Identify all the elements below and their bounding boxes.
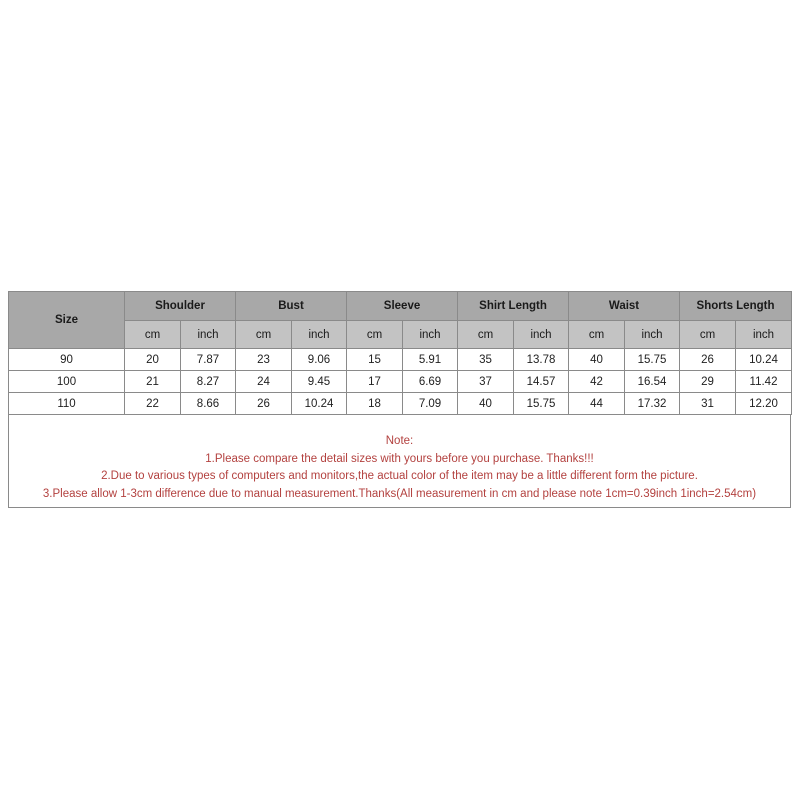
- value-cell: 11.42: [736, 371, 792, 393]
- unit-inch: inch: [181, 321, 236, 349]
- value-cell: 17: [347, 371, 403, 393]
- unit-cm: cm: [569, 321, 625, 349]
- note-line-3: 3.Please allow 1-3cm difference due to manual measurement.Thanks(All measurement in cm and please note 1cm=0.39inch 1inch=2.54cm): [42, 487, 757, 500]
- value-cell: 26: [236, 393, 292, 415]
- value-cell: 7.87: [181, 349, 236, 371]
- size-cell: 100: [9, 371, 125, 393]
- value-cell: 15.75: [514, 393, 569, 415]
- group-header-sleeve: Sleeve: [347, 292, 458, 321]
- value-cell: 23: [236, 349, 292, 371]
- value-cell: 18: [347, 393, 403, 415]
- size-cell: 90: [9, 349, 125, 371]
- size-cell: 110: [9, 393, 125, 415]
- value-cell: 8.66: [181, 393, 236, 415]
- size-column-header: Size: [9, 292, 125, 349]
- value-cell: 16.54: [625, 371, 680, 393]
- value-cell: 7.09: [403, 393, 458, 415]
- unit-inch: inch: [625, 321, 680, 349]
- value-cell: 15.75: [625, 349, 680, 371]
- value-cell: 6.69: [403, 371, 458, 393]
- value-cell: 26: [680, 349, 736, 371]
- group-header-shorts-length: Shorts Length: [680, 292, 792, 321]
- value-cell: 9.45: [292, 371, 347, 393]
- unit-inch: inch: [403, 321, 458, 349]
- value-cell: 12.20: [736, 393, 792, 415]
- table-row: [9, 349, 792, 371]
- unit-header-row: [9, 321, 792, 349]
- unit-cm: cm: [236, 321, 292, 349]
- value-cell: 15: [347, 349, 403, 371]
- value-cell: 40: [569, 349, 625, 371]
- value-cell: 31: [680, 393, 736, 415]
- value-cell: 40: [458, 393, 514, 415]
- group-header-shoulder: Shoulder: [125, 292, 236, 321]
- value-cell: 35: [458, 349, 514, 371]
- group-header-shirt-length: Shirt Length: [458, 292, 569, 321]
- value-cell: 44: [569, 393, 625, 415]
- unit-cm: cm: [680, 321, 736, 349]
- value-cell: 13.78: [514, 349, 569, 371]
- unit-inch: inch: [514, 321, 569, 349]
- value-cell: 29: [680, 371, 736, 393]
- unit-cm: cm: [125, 321, 181, 349]
- note-title: Note:: [385, 435, 414, 447]
- value-cell: 10.24: [736, 349, 792, 371]
- value-cell: 5.91: [403, 349, 458, 371]
- size-chart: [8, 291, 791, 508]
- note-line-1: 1.Please compare the detail sizes with yours before you purchase. Thanks!!!: [205, 452, 594, 465]
- value-cell: 10.24: [292, 393, 347, 415]
- value-cell: 22: [125, 393, 181, 415]
- group-header-bust: Bust: [236, 292, 347, 321]
- value-cell: 37: [458, 371, 514, 393]
- value-cell: 8.27: [181, 371, 236, 393]
- group-header-row: [9, 292, 792, 321]
- unit-cm: cm: [347, 321, 403, 349]
- value-cell: 24: [236, 371, 292, 393]
- table-row: [9, 371, 792, 393]
- table-row: [9, 393, 792, 415]
- value-cell: 42: [569, 371, 625, 393]
- unit-inch: inch: [736, 321, 792, 349]
- group-header-waist: Waist: [569, 292, 680, 321]
- unit-inch: inch: [292, 321, 347, 349]
- notes-box: [8, 415, 791, 508]
- value-cell: 9.06: [292, 349, 347, 371]
- value-cell: 14.57: [514, 371, 569, 393]
- value-cell: 21: [125, 371, 181, 393]
- value-cell: 20: [125, 349, 181, 371]
- size-table: [8, 291, 792, 415]
- note-line-2: 2.Due to various types of computers and monitors,the actual color of the item may be a little different form the picture.: [101, 470, 698, 482]
- value-cell: 17.32: [625, 393, 680, 415]
- unit-cm: cm: [458, 321, 514, 349]
